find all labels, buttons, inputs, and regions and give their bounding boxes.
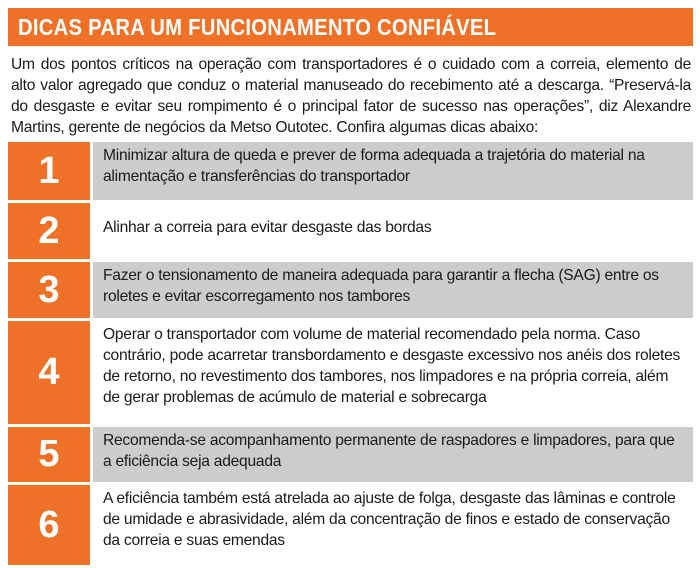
tip-number-badge: 1 bbox=[8, 142, 90, 200]
tip-text: A eficiência também está atrelada ao ajuste de folga, desgaste das lâminas e controle de umidade e abrasividade, além da concentração de finos e estado de conservação da correia e suas emendas bbox=[93, 485, 693, 565]
tip-text: Recomenda-se acompanhamento permanente de raspadores e limpadores, para que a eficiência seja adequada bbox=[93, 427, 693, 482]
tip-row-5 bbox=[8, 427, 693, 482]
tip-text: Fazer o tensionamento de maneira adequada para garantir a flecha (SAG) entre os roletes e evitar escorregamento nos tambores bbox=[93, 262, 693, 318]
tip-number-badge: 6 bbox=[8, 485, 90, 565]
tip-number-badge: 4 bbox=[8, 321, 90, 424]
page-title: DICAS PARA UM FUNCIONAMENTO CONFIÁVEL bbox=[18, 13, 497, 40]
tip-row-4 bbox=[8, 321, 693, 424]
tip-row-2 bbox=[8, 203, 693, 259]
tip-text: Alinhar a correia para evitar desgaste das bordas bbox=[93, 203, 693, 259]
tip-number-badge: 3 bbox=[8, 262, 90, 318]
tip-number-badge: 2 bbox=[8, 203, 90, 259]
tip-text: Minimizar altura de queda e prever de forma adequada a trajetória do material na alimentação e transferências do transportador bbox=[93, 142, 693, 200]
title-bar bbox=[8, 8, 693, 46]
tip-number-badge: 5 bbox=[8, 427, 90, 482]
tip-row-3 bbox=[8, 262, 693, 318]
intro-paragraph: Um dos pontos críticos na operação com transportadores é o cuidado com a correia, elemento de alto valor agregado que conduz o material manuseado do recebimento até a descarga. “Preservá-la do desgaste e evitar seu rompimento é o principal fator de sucesso nas operações”, diz Alexandre Martins, gerente de negócios da Metso Outotec. Confira algumas dicas abaixo: bbox=[11, 56, 691, 136]
tip-row-1 bbox=[8, 142, 693, 200]
tip-row-6 bbox=[8, 485, 693, 565]
tip-text: Operar o transportador com volume de material recomendado pela norma. Caso contrário, pode acarretar transbordamento e desgaste excessivo nos anéis dos roletes de retorno, no revestimento dos tambores, nos limpadores e na própria correia, além de gerar problemas de acúmulo de material e sobrecarga bbox=[93, 321, 693, 424]
tips-list bbox=[8, 142, 693, 568]
